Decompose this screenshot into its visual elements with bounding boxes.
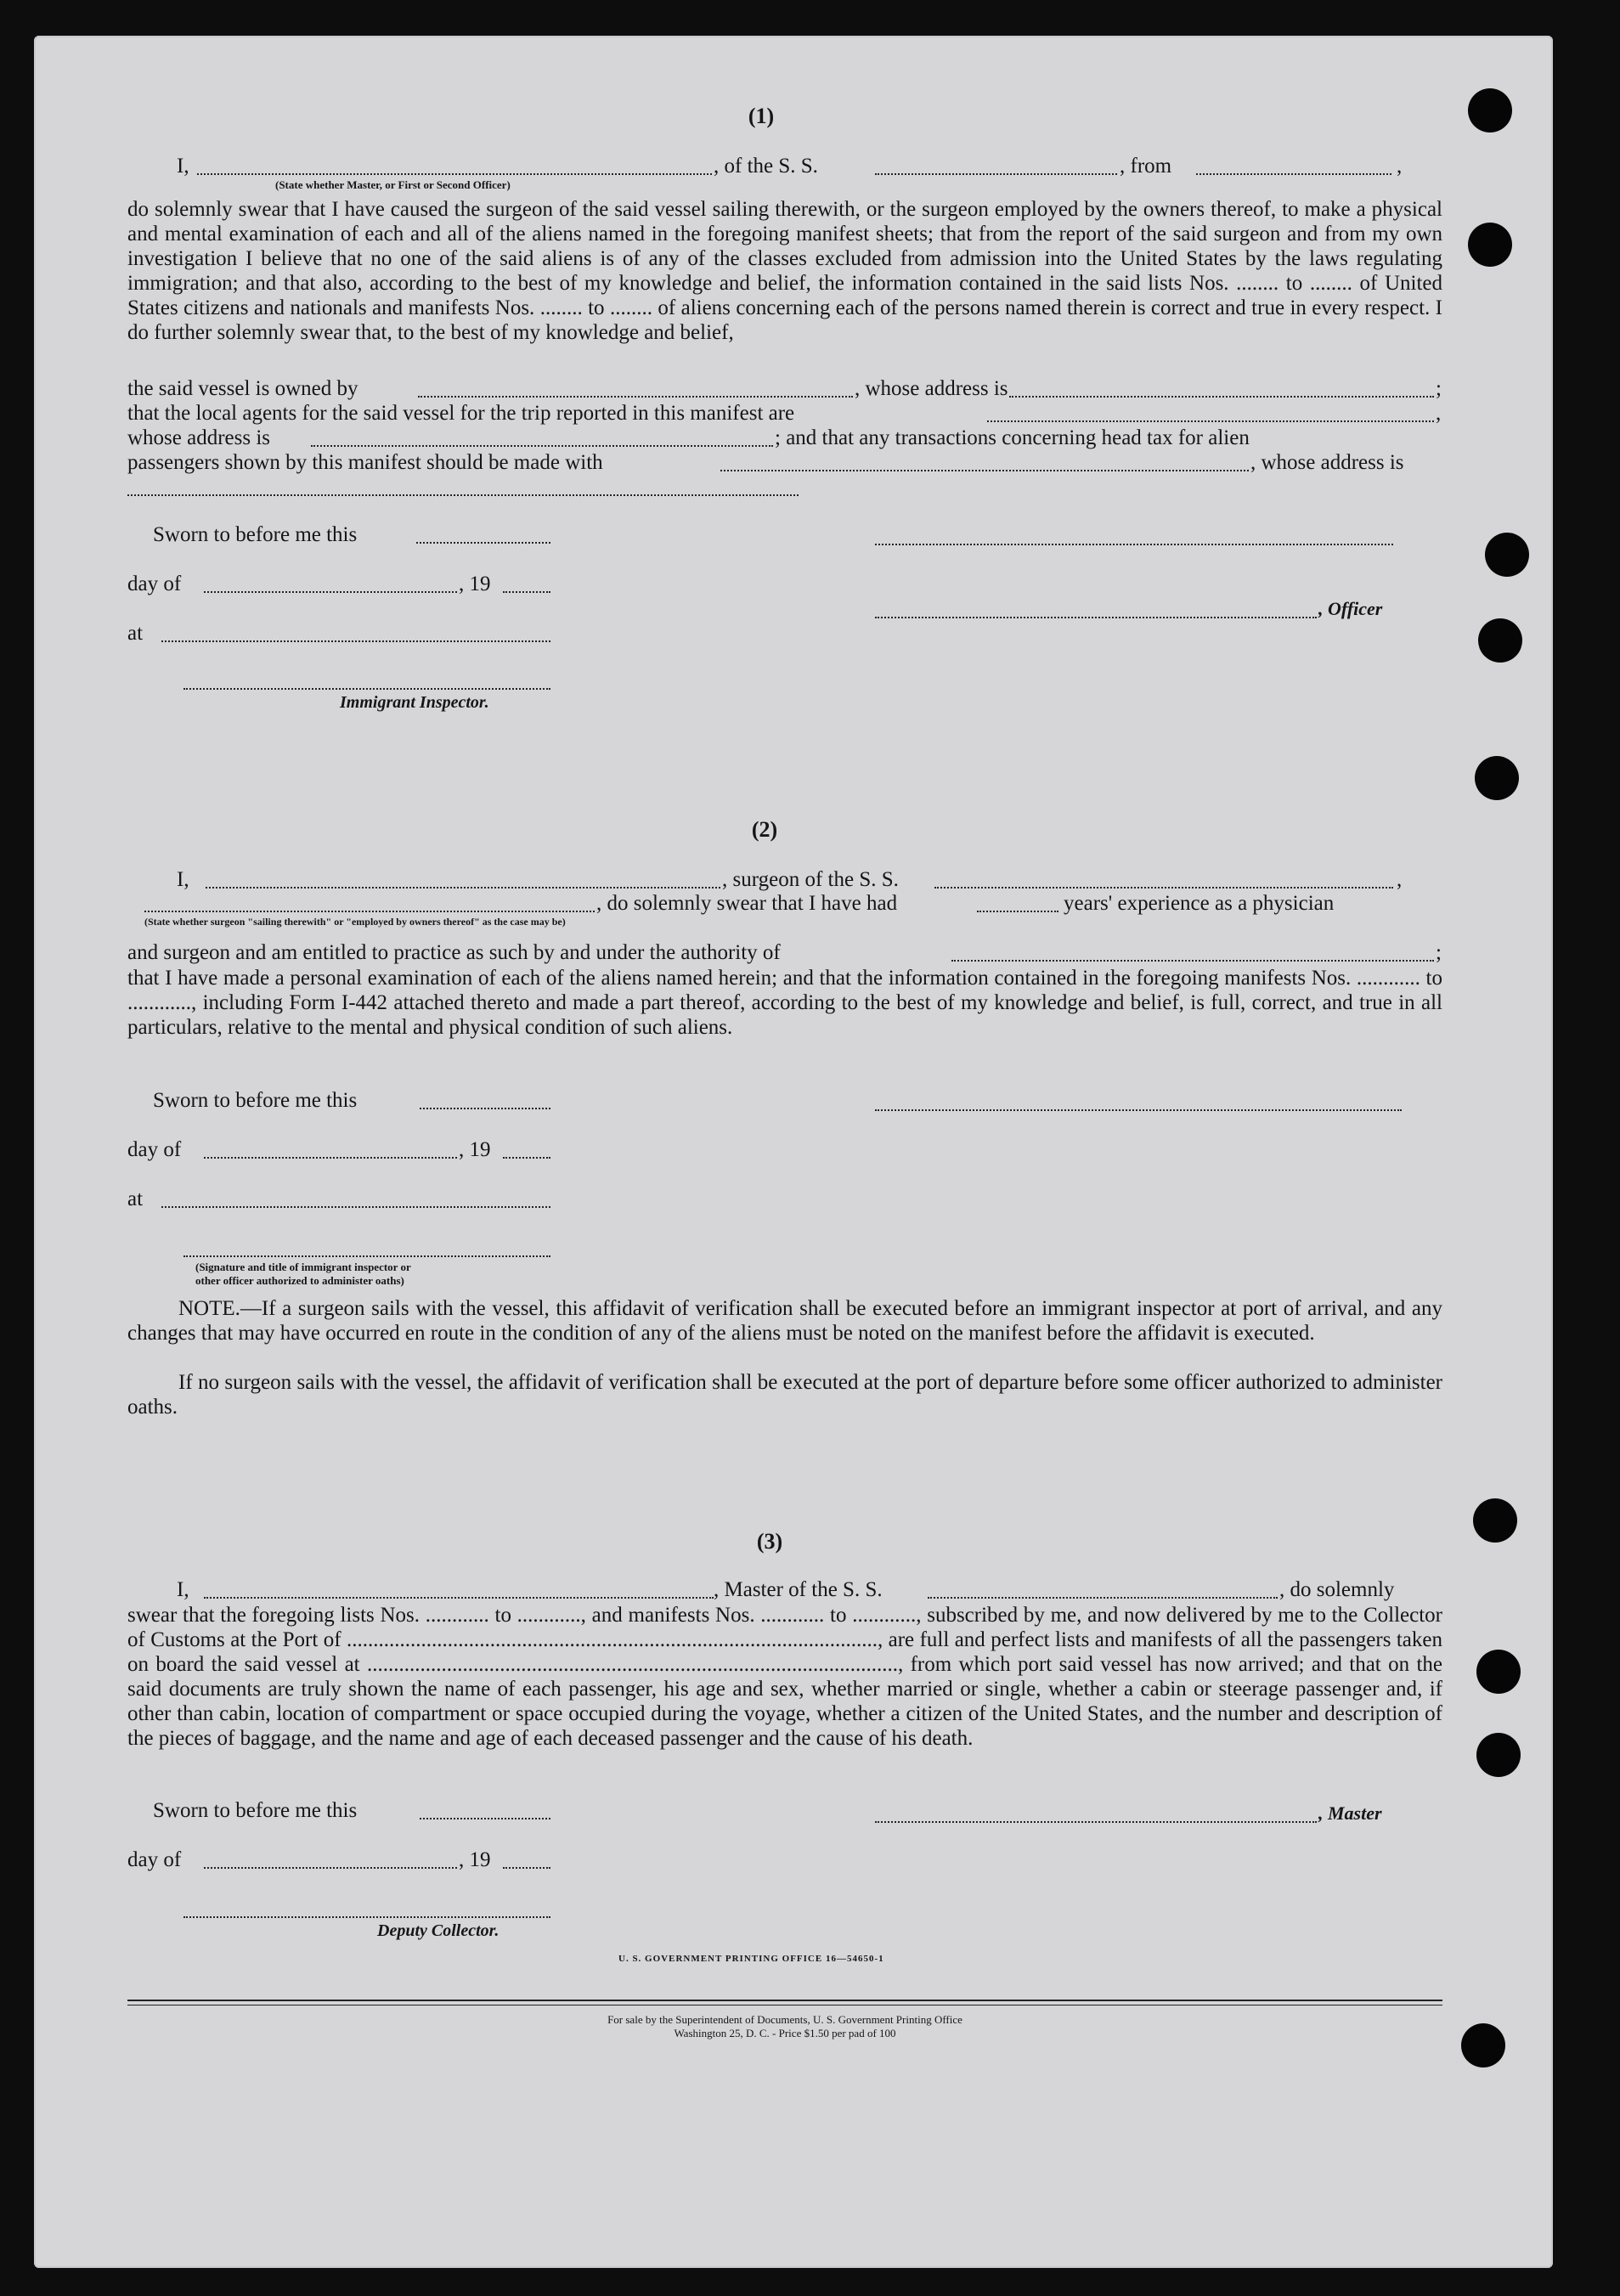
section-3-title: (3) bbox=[756, 1529, 783, 1554]
sec1-year-label: , 19 bbox=[459, 573, 491, 595]
binder-hole-8 bbox=[1476, 1733, 1521, 1777]
binder-hole-1 bbox=[1468, 88, 1512, 133]
sec3-i: I, bbox=[177, 1578, 189, 1601]
surgeon-status-field[interactable] bbox=[144, 911, 595, 912]
head-tax-contact-field[interactable] bbox=[720, 470, 1249, 471]
sec2-i: I, bbox=[177, 868, 189, 891]
sec2-sworn-label: Sworn to before me this bbox=[153, 1089, 358, 1112]
sec2-at-label: at bbox=[127, 1187, 144, 1210]
deputy-collector-label: Deputy Collector. bbox=[377, 1921, 500, 1940]
sec1-at-label: at bbox=[127, 622, 144, 645]
officer-name-field[interactable] bbox=[197, 173, 712, 175]
immigrant-inspector-label: Immigrant Inspector. bbox=[340, 693, 489, 712]
note-paragraph-2: If no surgeon sails with the vessel, the affidavit of verification shall be executed at the port of departure before some officer authorized to administer oaths. bbox=[127, 1371, 1442, 1419]
years-experience-label: years' experience as a physician bbox=[1064, 892, 1335, 915]
sig-hint-2: other officer authorized to administer oaths) bbox=[195, 1274, 404, 1287]
sec3-paragraph: swear that the foregoing lists Nos. ............ to ............, and manifests Nos. ............ to ............, subscribed by me, and now delivered by me to the Collector of Customs at the Port of ...................................................................................................., are full and perfect lists and manifests of all the passengers taken on board the said vessel at ...................................................................................................., from which port said vessel has now arrived; and that on the said documents are truly shown the name of each passenger, his age and sex, whether married or single, whether a cabin or steerage passenger and, if other than cabin, location of compartment or space occupied during the voyage, whether a citizen of the United States, and the number and description of the pieces of baggage, and the name and age of each deceased passenger and the cause of his death. bbox=[127, 1604, 1442, 1750]
sec1-from: , from bbox=[1120, 155, 1172, 178]
vessel-name-field[interactable] bbox=[875, 173, 1117, 175]
form-sheet bbox=[34, 36, 1553, 2268]
surgeon-name-field[interactable] bbox=[206, 887, 720, 889]
surgeon-status-hint: (State whether surgeon "sailing therewith" or "employed by owners thereof" as the case may be) bbox=[144, 916, 566, 928]
sec2-place-field[interactable] bbox=[161, 1206, 550, 1208]
owner-address-field[interactable] bbox=[1009, 396, 1434, 398]
sec3-sworn-date-field[interactable] bbox=[420, 1818, 550, 1819]
surgeon-signature-field[interactable] bbox=[875, 1109, 1402, 1111]
authority-field[interactable] bbox=[951, 960, 1434, 962]
agents-field[interactable] bbox=[987, 420, 1434, 422]
sec3-day-label: day of bbox=[127, 1848, 182, 1871]
contact-address-field[interactable] bbox=[127, 494, 799, 496]
do-swear-label: , do solemnly swear that I have had bbox=[596, 892, 898, 915]
binder-hole-3 bbox=[1485, 533, 1529, 577]
sec2-officer-signature-field[interactable] bbox=[183, 1255, 550, 1257]
sec1-day-field[interactable] bbox=[204, 591, 457, 593]
sec1-of-ss: , of the S. S. bbox=[714, 155, 818, 178]
sec2-sworn-date-field[interactable] bbox=[420, 1108, 550, 1109]
sec3-sworn-label: Sworn to before me this bbox=[153, 1799, 358, 1822]
sec1-sworn-date-field[interactable] bbox=[416, 542, 550, 544]
sec1-officer-signature-field[interactable] bbox=[875, 544, 1393, 545]
sec2-end-comma: , bbox=[1397, 868, 1403, 891]
section-1-title: (1) bbox=[748, 104, 775, 128]
footer-rule-1 bbox=[127, 2000, 1442, 2001]
contact-address-label: , whose address is bbox=[1250, 451, 1404, 474]
sec1-i: I, bbox=[177, 155, 189, 178]
semicolon-1: ; bbox=[1436, 377, 1442, 400]
sec2-year-label: , 19 bbox=[459, 1138, 491, 1161]
semicolon-2: ; bbox=[1436, 941, 1442, 964]
sec1-end-comma: , bbox=[1397, 155, 1403, 178]
sec3-vessel-field[interactable] bbox=[928, 1597, 1278, 1599]
gpo-imprint: U. S. GOVERNMENT PRINTING OFFICE 16—54650-1 bbox=[618, 1954, 884, 1964]
sec2-day-field[interactable] bbox=[204, 1157, 457, 1159]
sec1-officer-title-field[interactable] bbox=[875, 617, 1317, 618]
owned-by-label: the said vessel is owned by bbox=[127, 377, 358, 400]
binder-hole-2 bbox=[1468, 223, 1512, 267]
sec1-oath-paragraph: do solemnly swear that I have caused the surgeon of the said vessel sailing therewith, or the surgeon employed by the owners thereof, to make a physical and mental examination of each and all of the aliens named in the foregoing manifest sheets; that from the report of the said surgeon and from my own investigation I believe that no one of the said aliens is of any of the classes excluded from admission into the United States by the laws regulating immigration; and that also, according to the best of my knowledge and belief, the information contained in the said lists Nos. ........ to ........ of United States citizens and nationals and manifests Nos. ........ to ........ of aliens concerning each of the persons named therein is correct and true in every respect. I do further solemnly swear that, to the best of my knowledge and belief, bbox=[127, 198, 1442, 344]
master-label: , Master bbox=[1318, 1802, 1382, 1824]
passengers-text: passengers shown by this manifest should be made with bbox=[127, 451, 603, 474]
footer-line-2: Washington 25, D. C. - Price $1.50 per pad of 100 bbox=[674, 2027, 896, 2039]
deputy-collector-signature-field[interactable] bbox=[183, 1916, 550, 1918]
agents-label: that the local agents for the said vessel for the trip reported in this manifest are bbox=[127, 402, 795, 425]
officer-label: , Officer bbox=[1318, 598, 1383, 619]
sec3-year-field[interactable] bbox=[503, 1867, 550, 1869]
surgeon-of-label: , surgeon of the S. S. bbox=[722, 868, 899, 891]
sec2-vessel-field[interactable] bbox=[934, 887, 1393, 889]
sec1-year-field[interactable] bbox=[503, 591, 550, 593]
sec3-do-swear: , do solemnly bbox=[1279, 1578, 1395, 1601]
master-name-field[interactable] bbox=[204, 1597, 714, 1599]
comma-1: , bbox=[1436, 402, 1442, 425]
sec1-day-label: day of bbox=[127, 573, 182, 595]
years-experience-field[interactable] bbox=[977, 911, 1058, 912]
master-signature-field[interactable] bbox=[875, 1821, 1317, 1823]
footer-line-1: For sale by the Superintendent of Documents, U. S. Government Printing Office bbox=[607, 2013, 962, 2026]
sig-hint-1: (Signature and title of immigrant inspector or bbox=[195, 1261, 411, 1273]
sec1-place-field[interactable] bbox=[161, 640, 550, 642]
agents-address-field[interactable] bbox=[311, 445, 773, 447]
binder-hole-9 bbox=[1461, 2023, 1505, 2068]
officer-hint: (State whether Master, or First or Second Officer) bbox=[275, 178, 511, 191]
binder-hole-4 bbox=[1478, 618, 1522, 663]
sec3-day-field[interactable] bbox=[204, 1867, 457, 1869]
note-paragraph-1: NOTE.—If a surgeon sails with the vessel, this affidavit of verification shall be executed before an immigrant inspector at port of arrival, and any changes that may have occurred en route in the condition of any of the aliens must be noted on the manifest before the affidavit is executed. bbox=[127, 1297, 1442, 1345]
binder-hole-6 bbox=[1473, 1498, 1517, 1543]
binder-hole-5 bbox=[1475, 756, 1519, 800]
sec1-sworn-label: Sworn to before me this bbox=[153, 523, 358, 546]
binder-hole-7 bbox=[1476, 1650, 1521, 1694]
from-port-field[interactable] bbox=[1196, 173, 1391, 175]
section-2-title: (2) bbox=[751, 817, 778, 842]
authority-label: and surgeon and am entitled to practice as such by and under the authority of bbox=[127, 941, 781, 964]
owner-field[interactable] bbox=[418, 396, 853, 398]
sec2-day-label: day of bbox=[127, 1138, 182, 1161]
agents-address-label: whose address is bbox=[127, 426, 271, 449]
sec3-year-label: , 19 bbox=[459, 1848, 491, 1871]
sec2-year-field[interactable] bbox=[503, 1157, 550, 1159]
head-tax-text: ; and that any transactions concerning head tax for alien bbox=[775, 426, 1250, 449]
sec2-paragraph: that I have made a personal examination of each of the aliens named herein; and that the information contained in the foregoing manifests Nos. ............ to ............, including Form I-442 attached thereto and made a part thereof, according to the best of my knowledge and belief, is full, correct, and true in all particulars, relative to the mental and physical condition of such aliens. bbox=[127, 967, 1442, 1039]
sec1-inspector-signature-field[interactable] bbox=[183, 688, 550, 690]
master-of-label: , Master of the S. S. bbox=[714, 1578, 883, 1601]
owner-address-label: , whose address is bbox=[855, 377, 1008, 400]
